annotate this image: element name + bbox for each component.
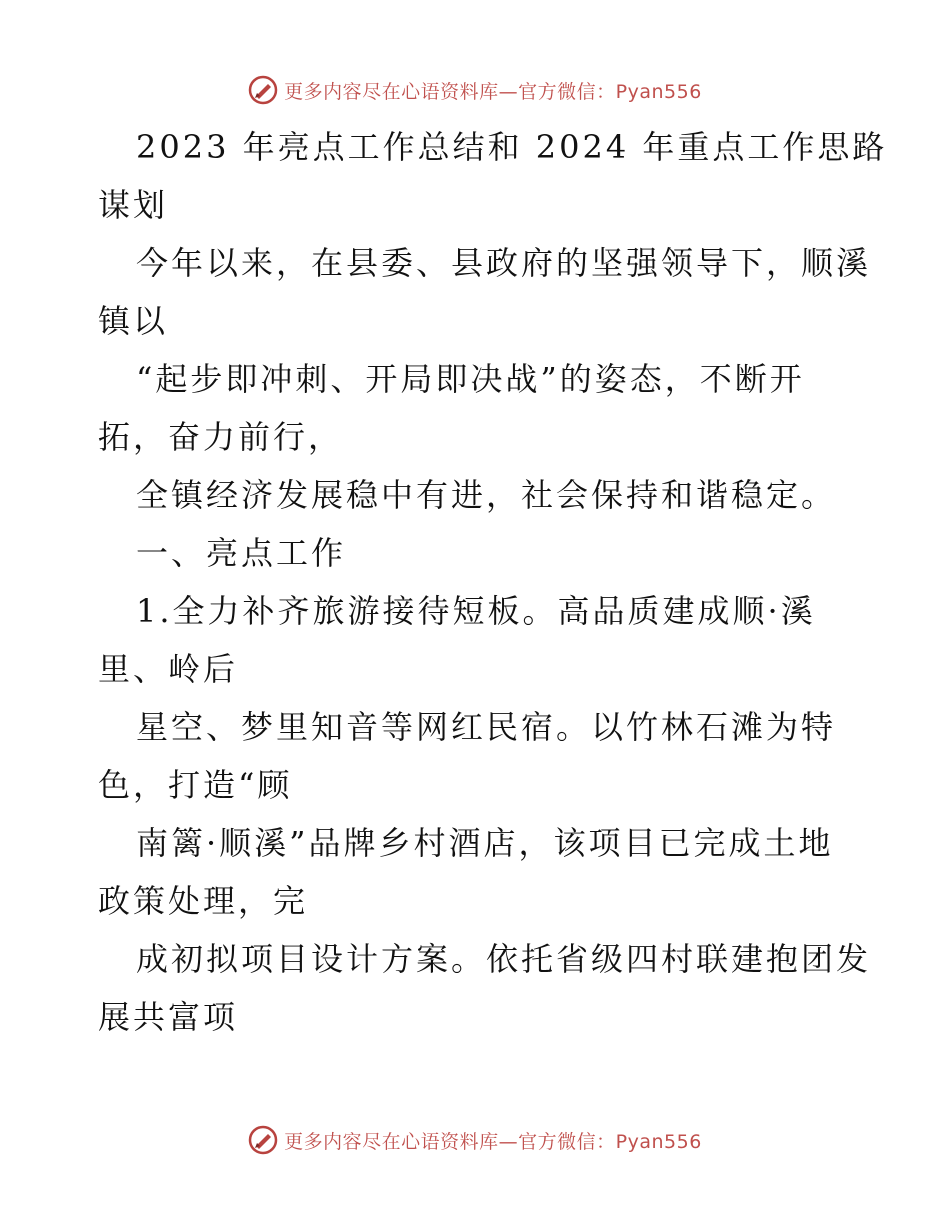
paragraph-line: 南篱·顺溪”品牌乡村酒店，该项目已完成土地 — [136, 824, 834, 862]
banner-text: 更多内容尽在心语资料库—官方微信：Pyan556 — [284, 1130, 702, 1153]
title-line-1: 2023 年亮点工作总结和 2024 年重点工作思路 — [136, 128, 888, 166]
document-body — [98, 118, 888, 1046]
paragraph-line: 星空、梦里知音等网红民宿。以竹林石滩为特 — [136, 708, 837, 746]
logo-icon — [248, 75, 278, 105]
paragraph-line: 成初拟项目设计方案。依托省级四村联建抱团发 — [136, 940, 872, 978]
paragraph-line: 1.全力补齐旅游接待短板。高品质建成顺·溪 — [136, 592, 816, 630]
paragraph-line: 展共富项 — [98, 998, 239, 1036]
paragraph-line: 镇以 — [98, 302, 169, 340]
paragraph-line: “起步即冲刺、开局即决战”的姿态，不断开 — [136, 360, 805, 398]
header-banner — [0, 70, 950, 110]
paragraph-line: 拓，奋力前行， — [98, 418, 344, 456]
paragraph-line: 政策处理，完 — [98, 882, 309, 920]
paragraph-line: 色，打造“顾 — [98, 766, 293, 804]
section-heading: 一、亮点工作 — [136, 534, 347, 572]
footer-banner — [0, 1120, 950, 1160]
banner-text: 更多内容尽在心语资料库—官方微信：Pyan556 — [284, 80, 702, 103]
title-line-2: 谋划 — [98, 186, 169, 224]
logo-icon — [248, 1125, 278, 1155]
paragraph-line: 今年以来，在县委、县政府的坚强领导下，顺溪 — [136, 244, 872, 282]
paragraph-line: 里、岭后 — [98, 650, 239, 688]
paragraph-line: 全镇经济发展稳中有进，社会保持和谐稳定。 — [136, 476, 837, 514]
